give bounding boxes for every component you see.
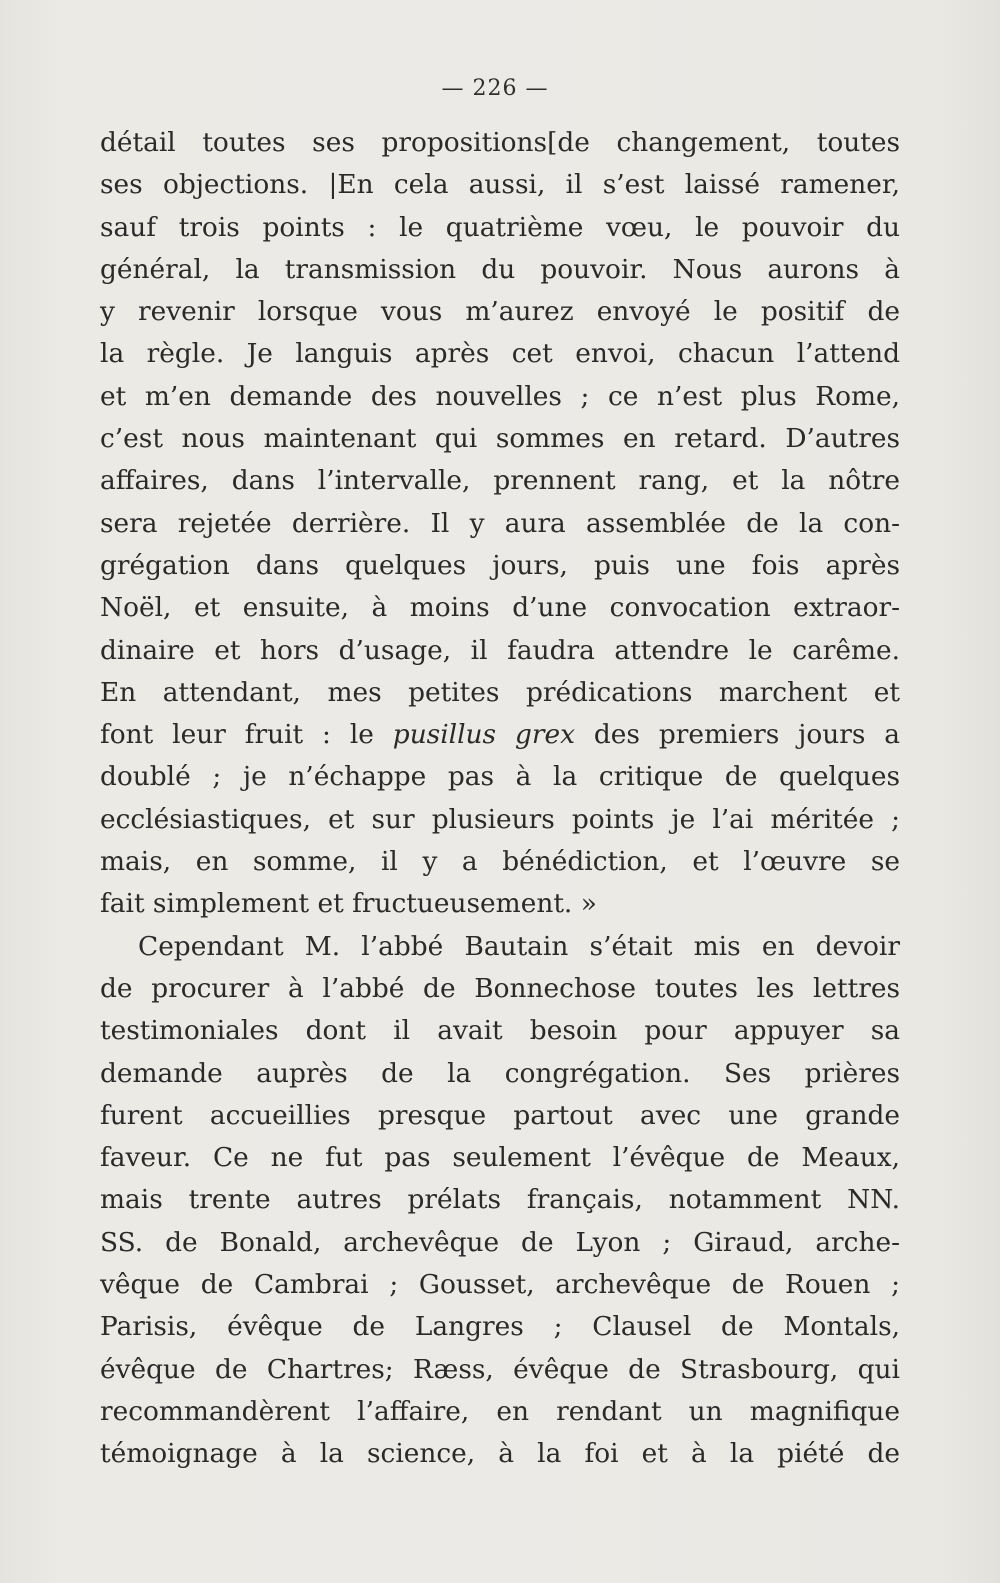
paragraph-2	[100, 926, 900, 1476]
text-line: général, la transmission du pouvoir. Nous aurons à	[100, 253, 900, 285]
text-line: ecclésiastiques, et sur plusieurs points je l’ai méritée ;	[100, 803, 900, 835]
text-line: En attendant, mes petites prédications marchent et	[100, 676, 900, 708]
text-line: dinaire et hors d’usage, il faudra attendre le carême.	[100, 634, 900, 666]
text-line: témoignage à la science, à la foi et à la piété de	[100, 1438, 900, 1470]
page-number: — 226 —	[441, 76, 549, 101]
text-line: affaires, dans l’intervalle, prennent rang, et la nôtre	[100, 465, 900, 497]
text-line: sauf trois points : le quatrième vœu, le pouvoir du	[100, 211, 900, 243]
text-line: furent accueillies presque partout avec une grande	[100, 1099, 900, 1131]
text-line: mais, en somme, il y a bénédiction, et l’œuvre se	[100, 846, 900, 878]
text-line: Cependant M. l’abbé Bautain s’était mis en devoir	[138, 930, 900, 962]
text-line: fait simplement et fructueusement. »	[100, 888, 597, 920]
text-line: détail toutes ses propositions[de changement, toutes	[100, 127, 900, 158]
text-line: évêque de Chartres; Ræss, évêque de Strasbourg, qui	[100, 1353, 900, 1385]
body-text	[100, 122, 900, 1476]
text-line: vêque de Cambrai ; Gousset, archevêque de Rouen ;	[100, 1269, 900, 1301]
text-line: grégation dans quelques jours, puis une fois après	[100, 549, 900, 581]
text-line: c’est nous maintenant qui sommes en retard. D’autres	[100, 423, 900, 455]
text-line: sera rejetée derrière. Il y aura assemblée de la con-	[100, 507, 900, 539]
paragraph-1	[100, 122, 900, 926]
text-line: testimoniales dont il avait besoin pour appuyer sa	[100, 1015, 900, 1047]
text-line: Noël, et ensuite, à moins d’une convocation extraor-	[100, 592, 900, 624]
italic-phrase: pusillus grex	[392, 719, 576, 751]
text-line: la règle. Je languis après cet envoi, chacun l’attend	[100, 338, 900, 370]
text-line: faveur. Ce ne fut pas seulement l’évêque de Meaux,	[100, 1142, 900, 1174]
text-line: demande auprès de la congrégation. Ses prières	[100, 1057, 900, 1089]
text-line-with-italic: font leur fruit : le pusillus grex des premiers jours a	[100, 719, 900, 751]
text-line: SS. de Bonald, archevêque de Lyon ; Giraud, arche-	[100, 1226, 900, 1258]
text-line: Parisis, évêque de Langres ; Clausel de Montals,	[100, 1311, 900, 1343]
text-line: y revenir lorsque vous m’aurez envoyé le positif de	[100, 296, 900, 328]
text-line: mais trente autres prélats français, notamment NN.	[100, 1184, 900, 1216]
text-line: doublé ; je n’échappe pas à la critique de quelques	[100, 761, 900, 793]
text-line: de procurer à l’abbé de Bonnechose toutes les lettres	[100, 972, 900, 1004]
text-line: et m’en demande des nouvelles ; ce n’est plus Rome,	[100, 380, 900, 412]
text-line: recommandèrent l’affaire, en rendant un magnifique	[100, 1395, 900, 1427]
text-line: ses objections. |En cela aussi, il s’est laissé ramener,	[100, 169, 900, 201]
